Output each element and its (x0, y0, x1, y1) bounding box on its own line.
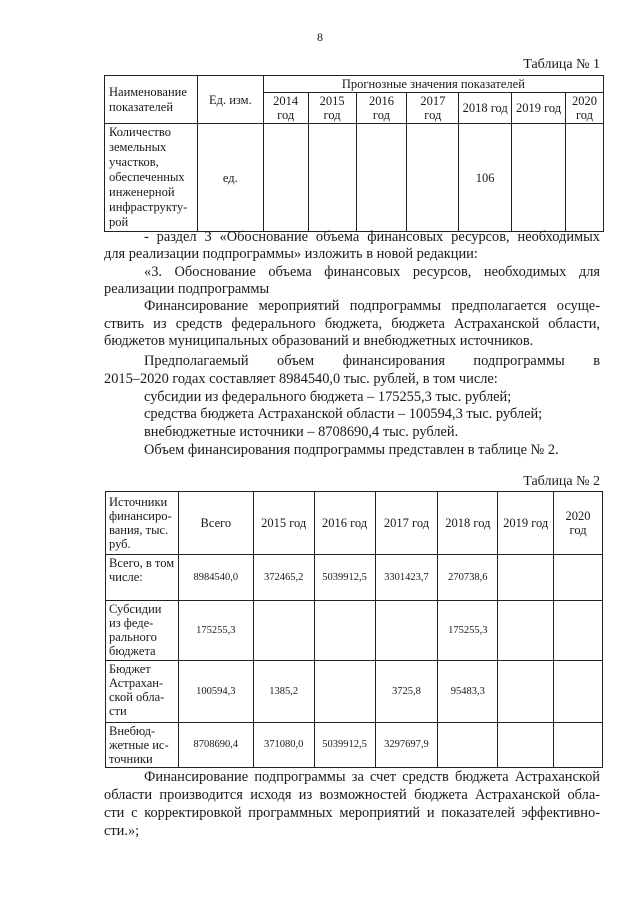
header-total: Всего (178, 492, 253, 555)
table-cell (554, 661, 603, 723)
table-cell: 175255,3 (178, 601, 253, 661)
table-cell (314, 601, 375, 661)
indicator-unit: ед. (197, 124, 263, 232)
table-row (106, 601, 603, 661)
table-cell: 175255,3 (438, 601, 498, 661)
page-number: 8 (317, 30, 323, 44)
table-cell (407, 124, 459, 232)
table-cell (375, 601, 438, 661)
header-indicator-name: Наименование показателей (105, 76, 198, 124)
paragraph-line: сти.»; (104, 823, 140, 839)
header-unit: Ед. изм. (197, 76, 263, 124)
table-cell (512, 124, 566, 232)
paragraph-line: средства бюджета Астраханской области – 100594,3 тыс. рублей; (144, 406, 543, 422)
table-cell: 3725,8 (375, 661, 438, 723)
table-cell (554, 555, 603, 601)
paragraph-line: Финансирование подпрограммы за счет средств бюджета Астраханской (144, 769, 600, 785)
paragraph-line: Предполагаемый объем финансирования подпрограммы в (144, 353, 600, 369)
table-cell (308, 124, 356, 232)
table-cell (498, 661, 554, 723)
table-cell: 5039912,5 (314, 555, 375, 601)
table-row (105, 124, 604, 232)
paragraph-line: Объем финансирования подпрограммы представлен в таблице № 2. (144, 442, 559, 458)
table-cell (554, 723, 603, 768)
year-header: 2020 год (565, 93, 603, 124)
year-header: 2017 год (407, 93, 459, 124)
table-cell (554, 601, 603, 661)
paragraph-line: Финансирование мероприятий подпрограммы предполагается осуще- (144, 298, 600, 314)
paragraph-line: области производится исходя из возможностей бюджета Астраханской обла- (104, 787, 600, 803)
table-row (106, 555, 603, 601)
source-name: Всего, в том числе: (106, 555, 179, 601)
table-cell: 5039912,5 (314, 723, 375, 768)
table-cell (498, 555, 554, 601)
year-header: 2015 год (308, 93, 356, 124)
paragraph-line: реализации подпрограммы (104, 281, 270, 297)
year-header: 2018 год (438, 492, 498, 555)
year-header: 2017 год (375, 492, 438, 555)
table-cell: 8708690,4 (178, 723, 253, 768)
paragraph-line: субсидии из федерального бюджета – 175255,3 тыс. рублей; (144, 389, 512, 405)
financing-table (105, 491, 603, 768)
paragraph-line: сти с корректировкой программных мероприятий и показателей эффективно- (104, 805, 600, 821)
table-cell (263, 124, 308, 232)
table-cell: 3297697,9 (375, 723, 438, 768)
paragraph-line: 2015–2020 годах составляет 8984540,0 тыс. рублей, в том числе: (104, 371, 498, 387)
table-row (106, 661, 603, 723)
header-source: Источники финансиро-вания, тыс. руб. (106, 492, 179, 555)
table-cell (565, 124, 603, 232)
year-header: 2015 год (253, 492, 314, 555)
table1-caption: Таблица № 1 (523, 57, 600, 72)
table-cell: 106 (459, 124, 512, 232)
year-header: 2019 год (512, 93, 566, 124)
table-cell: 8984540,0 (178, 555, 253, 601)
table-cell: 270738,6 (438, 555, 498, 601)
table-cell (498, 723, 554, 768)
year-header: 2016 год (314, 492, 375, 555)
source-name: Бюджет Астрахан-ской обла-сти (106, 661, 179, 723)
table-cell: 100594,3 (178, 661, 253, 723)
table-cell: 372465,2 (253, 555, 314, 601)
table-cell: 371080,0 (253, 723, 314, 768)
table-cell: 3301423,7 (375, 555, 438, 601)
table2-caption: Таблица № 2 (523, 474, 600, 489)
header-forecast-values: Прогнозные значения показателей (263, 76, 603, 93)
table-cell (356, 124, 407, 232)
table-cell (253, 601, 314, 661)
table-cell (438, 723, 498, 768)
indicators-table (104, 75, 604, 232)
source-name: Внебюд-жетные ис-точники (106, 723, 179, 768)
table-row (106, 723, 603, 768)
table-cell: 1385,2 (253, 661, 314, 723)
year-header: 2020 год (554, 492, 603, 555)
paragraph-line: бюджетов муниципальных образований и внебюджетных источников. (104, 333, 534, 349)
year-header: 2016 год (356, 93, 407, 124)
year-header: 2014 год (263, 93, 308, 124)
paragraph-line: внебюджетные источники – 8708690,4 тыс. рублей. (144, 424, 459, 440)
paragraph-line: для реализации подпрограммы» изложить в новой редакции: (104, 246, 478, 262)
table-cell: 95483,3 (438, 661, 498, 723)
indicator-name: Количество земельных участков, обеспеченных инженерной инфраструкту-рой (105, 124, 198, 232)
paragraph-line: «3. Обоснование объема финансовых ресурсов, необходимых для (144, 264, 600, 280)
paragraph-line: - раздел 3 «Обоснование объема финансовых ресурсов, необходимых (144, 229, 600, 245)
table-cell (498, 601, 554, 661)
table-cell (314, 661, 375, 723)
paragraph-line: ствить из средств федерального бюджета, бюджета Астраханской области, (104, 316, 600, 332)
source-name: Субсидии из феде-рального бюджета (106, 601, 179, 661)
year-header: 2018 год (459, 93, 512, 124)
year-header: 2019 год (498, 492, 554, 555)
